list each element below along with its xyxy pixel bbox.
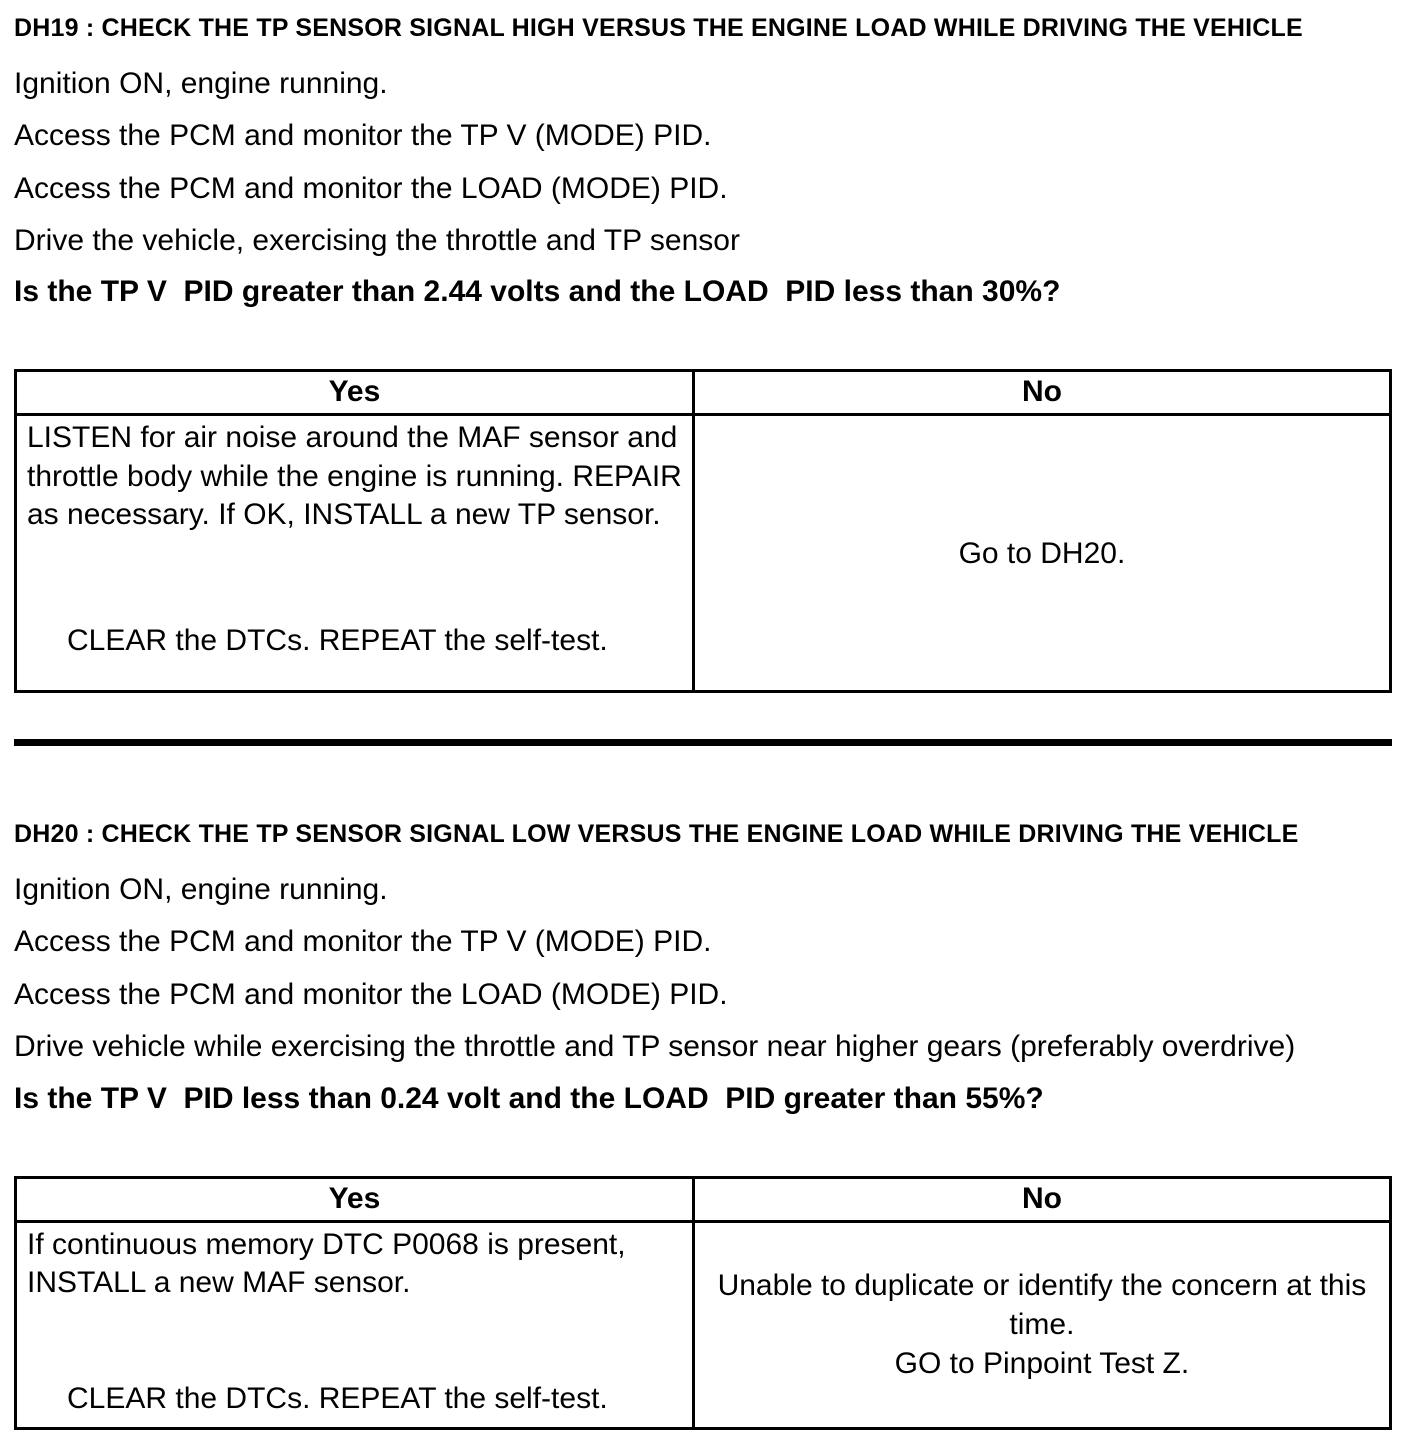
dh19-no-header: No (693, 371, 1390, 415)
dh19-table-body-row (16, 415, 1391, 692)
dh19-decision-table (14, 369, 1392, 693)
dh20-step-2: Access the PCM and monitor the TP V (MODE) PID. (14, 925, 712, 959)
dh20-no-header: No (693, 1177, 1390, 1221)
dh19-yes-action: LISTEN for air noise around the MAF sensor and throttle body while the engine is running. REPAIR as necessary. If OK, INSTALL a new TP sensor. (27, 421, 682, 532)
dh19-no-cell (693, 415, 1390, 692)
dh19-step-3: Access the PCM and monitor the LOAD (MODE) PID. (14, 171, 728, 205)
dh19-question: Is the TP V PID greater than 2.44 volts and the LOAD PID less than 30%? (14, 275, 1061, 309)
dh19-yes-header: Yes (16, 371, 694, 415)
dh20-no-action-line-2: GO to Pinpoint Test Z. (894, 1347, 1190, 1381)
section-dh20-title: DH20 : CHECK THE TP SENSOR SIGNAL LOW VERSUS THE ENGINE LOAD WHILE DRIVING THE VEHICLE (14, 820, 1299, 849)
dh20-table-header-row (16, 1177, 1391, 1221)
dh20-step-1: Ignition ON, engine running. (14, 873, 388, 907)
dh20-yes-action: If continuous memory DTC P0068 is present, INSTALL a new MAF sensor. (27, 1227, 626, 1300)
dh20-decision-table (14, 1176, 1392, 1430)
section-dh19 (14, 12, 1394, 693)
dh20-table-body-row (16, 1221, 1391, 1428)
section-divider (14, 739, 1392, 746)
dh19-step-4: Drive the vehicle, exercising the throttle and TP sensor (14, 223, 740, 257)
section-dh19-title: DH19 : CHECK THE TP SENSOR SIGNAL HIGH VERSUS THE ENGINE LOAD WHILE DRIVING THE VEHICLE (14, 14, 1303, 42)
dh20-yes-clear-step: CLEAR the DTCs. REPEAT the self-test. (67, 1382, 608, 1416)
dh20-step-4: Drive vehicle while exercising the throttle and TP sensor near higher gears (preferably overdrive) (14, 1030, 1296, 1064)
dh19-step-1: Ignition ON, engine running. (14, 66, 388, 100)
dh20-yes-cell (16, 1221, 694, 1428)
dh19-yes-cell (16, 415, 694, 692)
dh19-yes-clear-step: CLEAR the DTCs. REPEAT the self-test. (67, 624, 608, 658)
dh19-step-2: Access the PCM and monitor the TP V (MODE) PID. (14, 119, 712, 153)
section-dh20 (14, 818, 1394, 1429)
dh19-table-header-row (16, 371, 1391, 415)
dh20-yes-header: Yes (16, 1177, 694, 1221)
dh20-no-action-line-1: Unable to duplicate or identify the concern at this time. (717, 1269, 1367, 1342)
dh20-step-3: Access the PCM and monitor the LOAD (MODE) PID. (14, 977, 728, 1011)
dh20-no-cell (693, 1221, 1390, 1428)
dh20-question: Is the TP V PID less than 0.24 volt and the LOAD PID greater than 55%? (14, 1081, 1044, 1115)
dh19-no-action: Go to DH20. (958, 536, 1126, 570)
